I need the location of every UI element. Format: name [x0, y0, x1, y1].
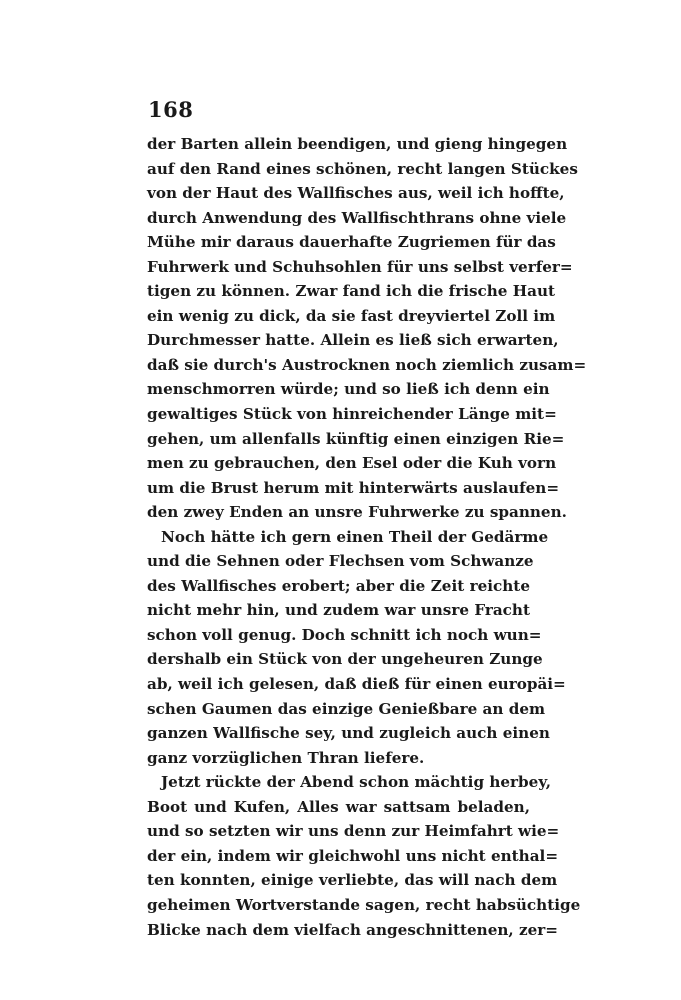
text-line: Noch hätte ich gern einen Theil der Gedärme: [161, 527, 549, 546]
body-text: [147, 132, 587, 942]
text-line: ganzen Wallfische sey, und zugleich auch einen: [147, 724, 550, 743]
text-line: menschmorren würde; und so ließ ich denn ein: [147, 380, 550, 399]
text-line: Blicke nach dem vielfach angeschnittenen, zer=: [147, 920, 559, 939]
text-line: dershalb ein Stück von der ungeheuren Zunge: [147, 650, 543, 669]
text-line: schen Gaumen das einzige Genießbare an dem: [147, 699, 546, 718]
text-line: des Wallfisches erobert; aber die Zeit reichte: [147, 576, 530, 595]
text-line: und so setzten wir uns denn zur Heimfahrt wie=: [147, 822, 560, 841]
text-line: nicht mehr hin, und zudem war unsre Fracht: [147, 601, 530, 620]
text-line: der Barten allein beendigen, und gieng hingegen: [147, 135, 568, 153]
text-line: ab, weil ich gelesen, daß dieß für einen europäi=: [147, 675, 566, 694]
text-line: der ein, indem wir gleichwohl uns nicht enthal=: [147, 846, 559, 865]
text-line: tigen zu können. Zwar fand ich die frische Haut: [147, 282, 556, 301]
page-number: 168: [148, 97, 194, 122]
text-line: den zwey Enden an unsre Fuhrwerke zu spannen.: [147, 503, 567, 522]
text-line: durch Anwendung des Wallfischthrans ohne viele: [147, 208, 567, 227]
text-line: Boot und Kufen, Alles war sattsam beladen,: [147, 797, 530, 816]
text-line: gewaltiges Stück von hinreichender Länge mit=: [147, 405, 557, 424]
text-line: ganz vorzüglichen Thran liefere.: [147, 748, 425, 767]
text-line: geheimen Wortverstande sagen, recht habsüchtige: [147, 895, 581, 914]
text-line: und die Sehnen oder Flechsen vom Schwanze: [147, 552, 534, 571]
text-line: auf den Rand eines schönen, recht langen Stückes: [147, 159, 578, 178]
text-line: schon voll genug. Doch schnitt ich noch wun=: [147, 625, 542, 644]
text-line: ten konnten, einige verliebte, das will nach dem: [147, 871, 558, 890]
text-line: men zu gebrauchen, den Esel oder die Kuh vorn: [147, 454, 557, 473]
text-line: von der Haut des Wallfisches aus, weil ich hoffte,: [147, 184, 565, 203]
text-line: Durchmesser hatte. Allein es ließ sich erwarten,: [147, 331, 559, 350]
text-line: Fuhrwerk und Schuhsohlen für uns selbst verfer=: [147, 257, 573, 276]
text-line: ein wenig zu dick, da sie fast dreyviertel Zoll im: [147, 306, 556, 325]
text-line: daß sie durch's Austrocknen noch ziemlich zusam=: [147, 355, 587, 374]
text-line: um die Brust herum mit hinterwärts auslaufen=: [147, 478, 560, 497]
text-line: gehen, um allenfalls künftig einen einzigen Rie=: [147, 429, 565, 448]
text-line: Mühe mir daraus dauerhafte Zugriemen für das: [147, 233, 556, 252]
text-line: Jetzt rückte der Abend schon mächtig herbey,: [161, 773, 551, 792]
